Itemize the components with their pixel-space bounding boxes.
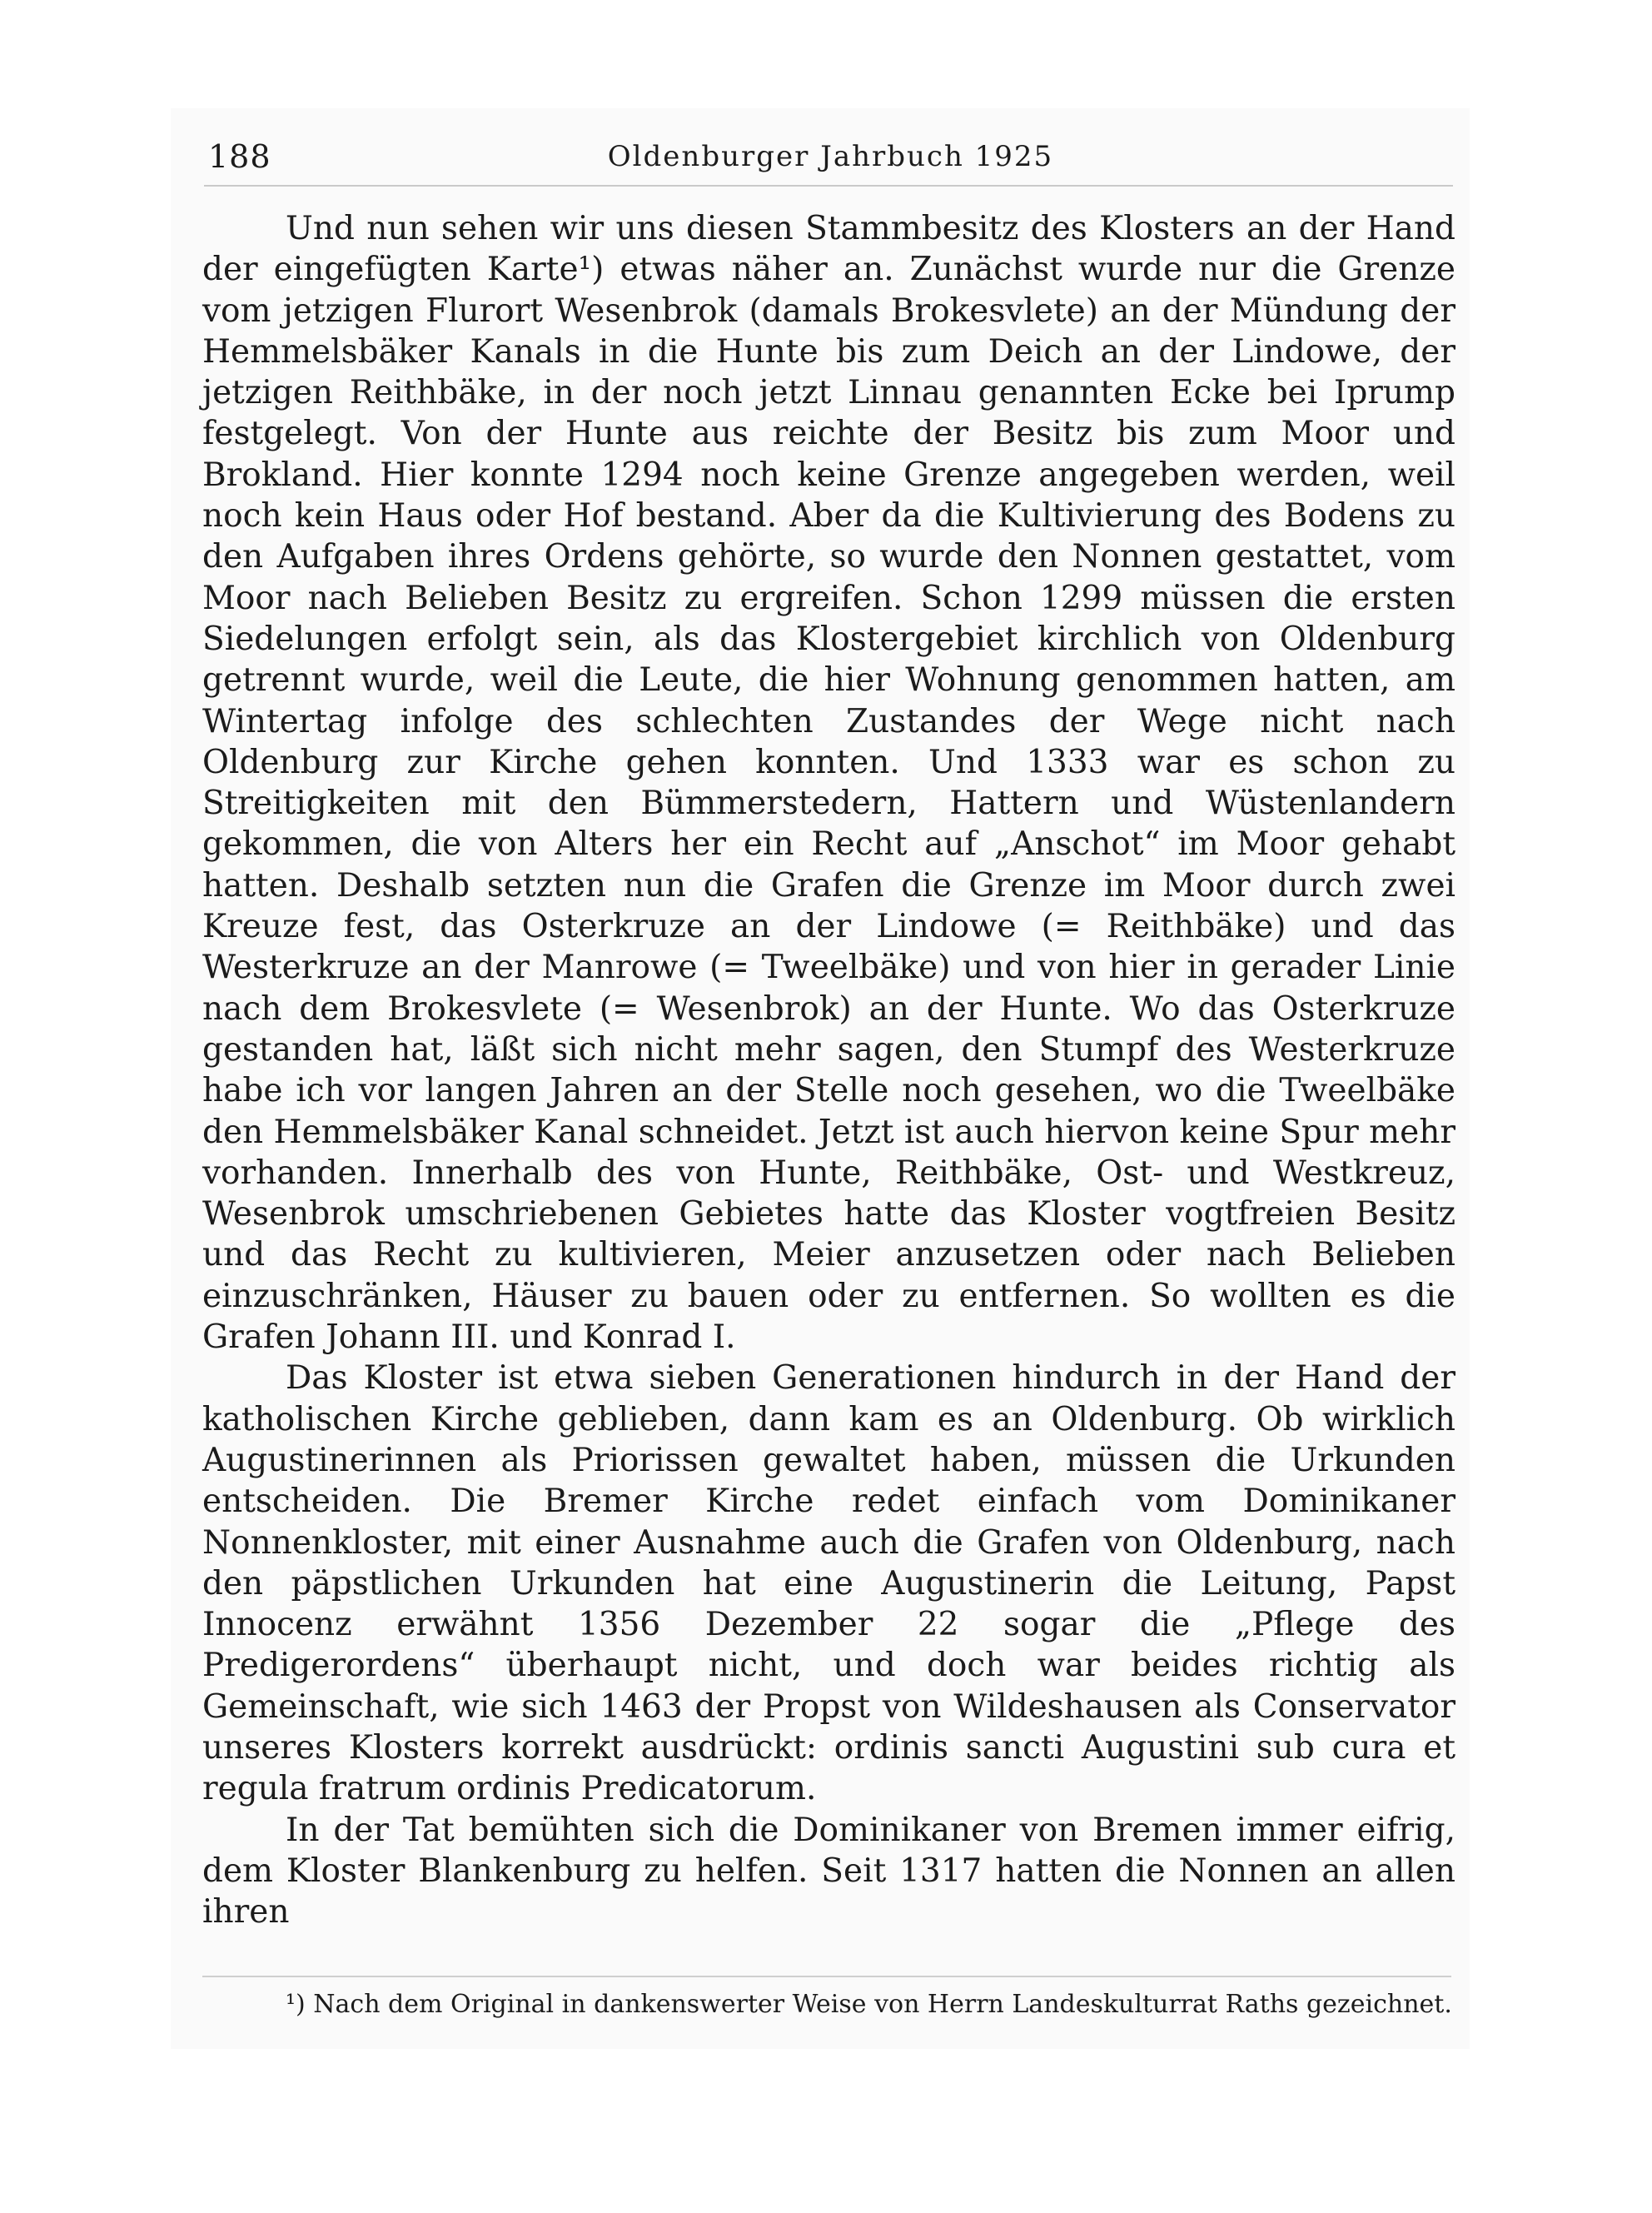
page-header — [208, 133, 1453, 183]
paragraph: Das Kloster ist etwa sieben Generationen hindurch in der Hand der katholischen Kirche geblieben, dann kam es an Oldenburg. Ob wirklich Augustinerinnen als Priorissen gewaltet haben, müssen die Urkunden entscheiden. Die Bremer Kirche redet einfach vom Dominikaner Nonnenkloster, mit einer Ausnahme auch die Grafen von Oldenburg, nach den päpstlichen Urkunden hat eine Augustinerin die Leitung, Papst Innocenz erwähnt 1356 Dezember 22 sogar die „Pflege des Predigerordens“ überhaupt nicht, und doch war beides richtig als Gemeinschaft, wie sich 1463 der Propst von Wildeshausen als Conservator unseres Klosters korrekt ausdrückt: ordinis sancti Augustini sub cura et regula fratrum ordinis Predicatorum. — [202, 1359, 1455, 1808]
footnote-text: ¹) Nach dem Original in dankenswerter Weise von Herrn Landeskulturrat Raths gezeichnet. — [286, 1990, 1452, 2019]
footnote — [202, 1989, 1455, 2021]
running-title: Oldenburger Jahrbuch 1925 — [607, 140, 1054, 173]
paragraph: Und nun sehen wir uns diesen Stammbesitz des Klosters an der Hand der eingefügten Karte¹) etwas näher an. Zunächst wurde nur die Grenze vom jetzigen Flurort Wesenbrok (damals Brokesvlete) an der Mündung der Hemmelsbäker Kanals in die Hunte bis zum Deich an der Lindowe, der jetzigen Reithbäke, in der noch jetzt Linnau genannten Ecke bei Iprump festgelegt. Von der Hunte aus reichte der Besitz bis zum Moor und Brokland. Hier konnte 1294 noch keine Grenze angegeben werden, weil noch kein Haus oder Hof bestand. Aber da die Kultivierung des Bodens zu den Aufgaben ihres Ordens gehörte, so wurde den Nonnen gestattet, vom Moor nach Belieben Besitz zu ergreifen. Schon 1299 müssen die ersten Siedelungen erfolgt sein, als das Klostergebiet kirchlich von Oldenburg getrennt wurde, weil die Leute, die hier Wohnung genommen hatten, am Wintertag infolge des schlechten Zustandes der Wege nicht nach Oldenburg zur Kirche gehen konnten. Und 1333 war es schon zu Streitigkeiten mit den Bümmerstedern, Hattern und Wüstenlandern gekommen, die von Alters her ein Recht auf „Anschot“ im Moor gehabt hatten. Deshalb setzten nun die Grafen die Grenze im Moor durch zwei Kreuze fest, das Osterkruze an der Lindowe (= Reithbäke) und das Westerkruze an der Manrowe (= Tweelbäke) und von hier in gerader Linie nach dem Brokesvlete (= Wesenbrok) an der Hunte. Wo das Osterkruze gestanden hat, läßt sich nicht mehr sagen, den Stumpf des Westerkruze habe ich vor langen Jahren an der Stelle noch gesehen, wo die Tweelbäke den Hemmelsbäker Kanal schneidet. Jetzt ist auch hiervon keine Spur mehr vorhanden. Innerhalb des von Hunte, Reithbäke, Ost- und Westkreuz, Wesenbrok umschriebenen Gebietes hatte das Kloster vogtfreien Besitz und das Recht zu kultivieren, Meier anzusetzen oder nach Belieben einzuschränken, Häuser zu bauen oder zu entfernen. So wollten es die Grafen Johann III. und Konrad I. — [202, 210, 1456, 1357]
body-text — [202, 208, 1455, 1941]
header-rule — [204, 185, 1453, 187]
page-number: 188 — [208, 138, 271, 175]
footnote-rule — [202, 1976, 1451, 1977]
paragraph: In der Tat bemühten sich die Dominikaner von Bremen immer eifrig, dem Kloster Blankenburg zu helfen. Seit 1317 hatten die Nonnen an allen ihren — [202, 1811, 1455, 1931]
